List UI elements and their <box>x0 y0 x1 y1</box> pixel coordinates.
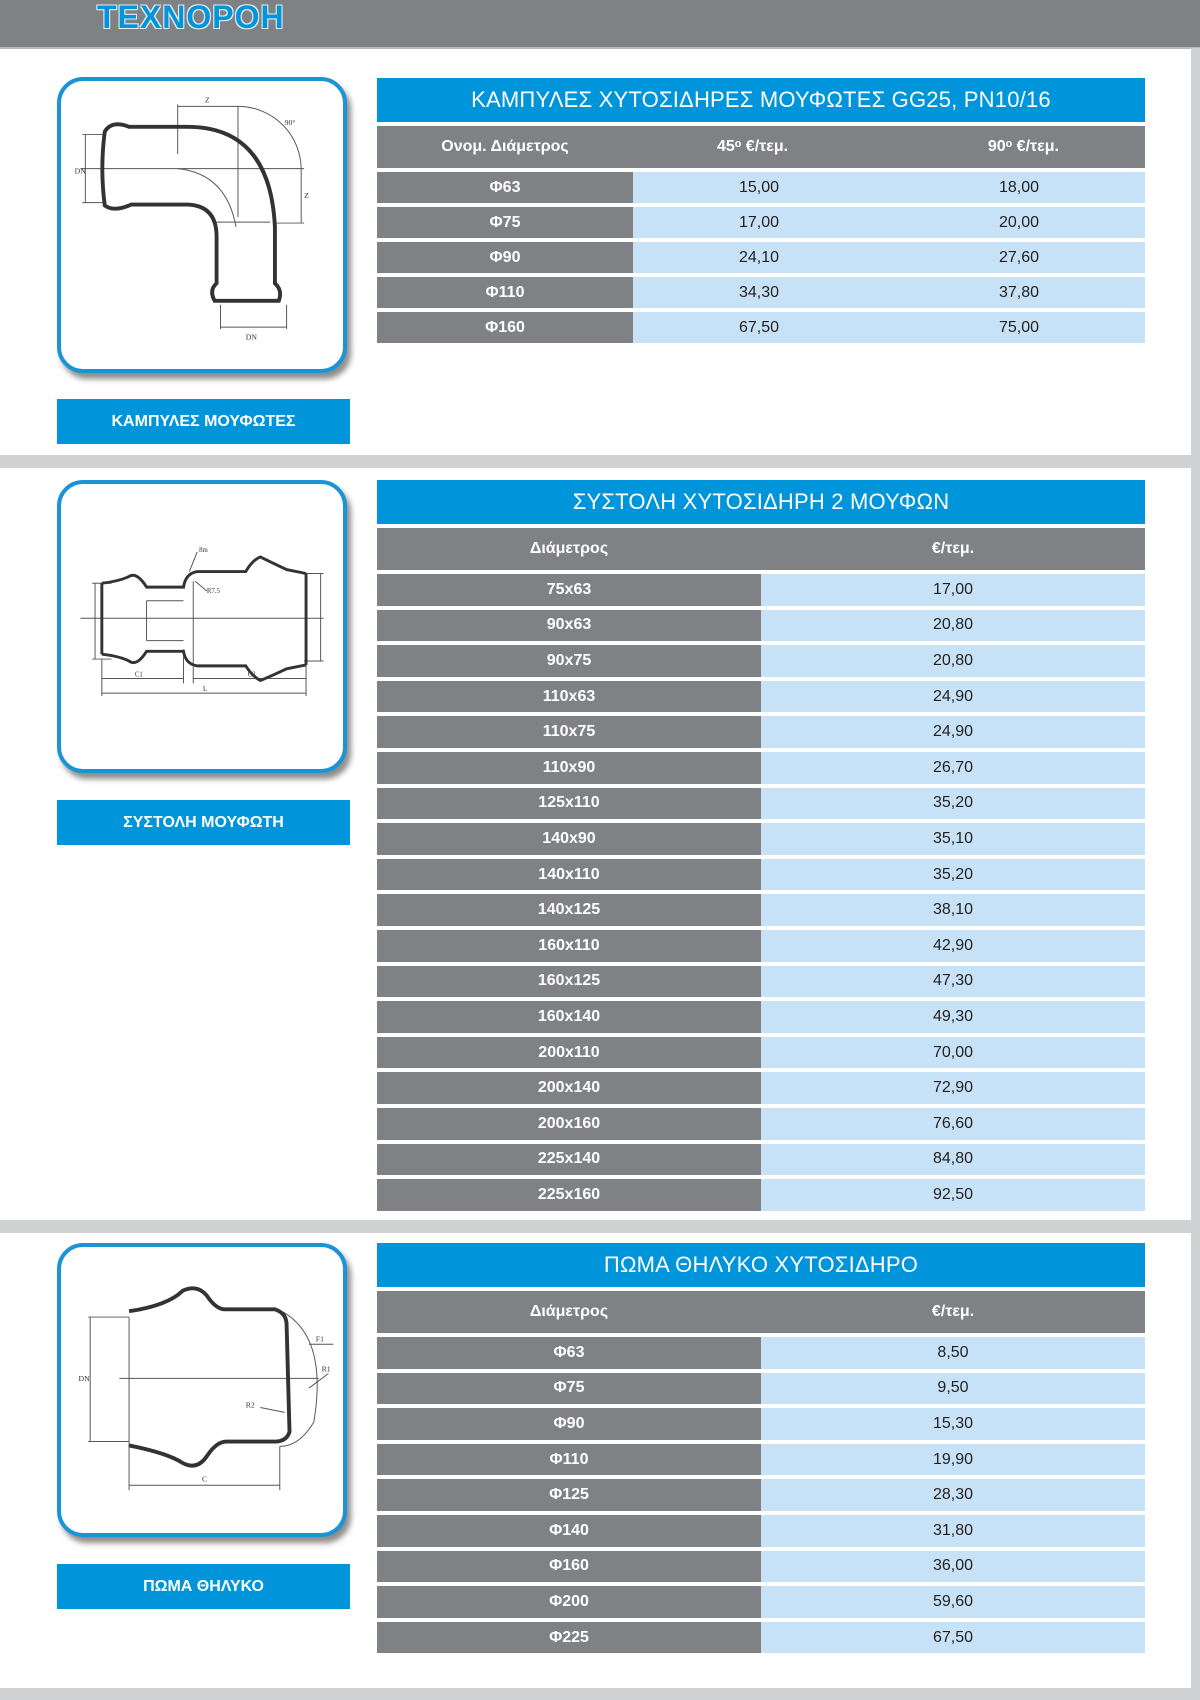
product-image-reducer <box>57 480 347 773</box>
row-size-cell: Φ200 <box>377 1586 761 1618</box>
row-size-cell: 160x110 <box>377 930 761 962</box>
row-price-cell: 28,30 <box>761 1479 1145 1511</box>
cap-drawing-icon <box>61 1247 343 1533</box>
row-size-cell: Φ160 <box>377 312 633 343</box>
section-elbows <box>0 49 1191 455</box>
svg-text:Z: Z <box>304 190 309 200</box>
row-price-cell: 42,90 <box>761 930 1145 962</box>
table-row <box>377 1515 1145 1547</box>
table-row <box>377 1479 1145 1511</box>
column-header-diameter: Διάμετρος <box>529 1303 609 1320</box>
row-size-cell: Φ90 <box>377 242 633 273</box>
caption-elbows: ΚΑΜΠΥΛΕΣ ΜΟΥΦΩΤΕΣ <box>57 399 350 444</box>
table-title: ΠΩΜΑ ΘΗΛΥΚΟ ΧΥΤΟΣΙΔΗΡΟ <box>377 1243 1145 1287</box>
row-size-cell: Φ63 <box>377 172 633 203</box>
svg-text:DN: DN <box>245 332 257 342</box>
row-price-cell: 19,90 <box>761 1444 1145 1476</box>
row-price-cell: 92,50 <box>761 1179 1145 1211</box>
section-caps <box>0 1233 1191 1688</box>
table-row <box>377 788 1145 820</box>
footer-band <box>0 1688 1200 1700</box>
row-size-cell: Φ75 <box>377 207 633 238</box>
table-row <box>377 1108 1145 1140</box>
table-row <box>377 610 1145 642</box>
caption-caps: ΠΩΜΑ ΘΗΛΥΚΟ <box>57 1564 350 1609</box>
row-size-cell: Φ63 <box>377 1337 761 1369</box>
table-row <box>377 1551 1145 1583</box>
row-size-cell: 225x140 <box>377 1144 761 1176</box>
row-price-cell: 9,50 <box>761 1373 1145 1405</box>
row-price-cell: 24,90 <box>761 681 1145 713</box>
table-row <box>377 172 1145 203</box>
row-price-45-cell: 24,10 <box>633 242 889 273</box>
table-row <box>377 645 1145 677</box>
row-price-cell: 72,90 <box>761 1072 1145 1104</box>
row-price-90-cell: 37,80 <box>889 277 1145 308</box>
row-price-cell: 84,80 <box>761 1144 1145 1176</box>
row-size-cell: Φ125 <box>377 1479 761 1511</box>
svg-text:Z: Z <box>204 95 210 105</box>
price-table-reducers <box>377 480 1145 1211</box>
header-bar <box>0 0 1200 49</box>
table-row <box>377 966 1145 998</box>
table-row <box>377 1337 1145 1369</box>
section-separator <box>0 1220 1200 1233</box>
column-header-price-90: 90ᵒ €/τεμ. <box>987 138 1059 155</box>
row-size-cell: 90x63 <box>377 610 761 642</box>
row-size-cell: Φ110 <box>377 277 633 308</box>
row-price-cell: 38,10 <box>761 894 1145 926</box>
table-header-row <box>377 126 1145 168</box>
product-image-cap <box>57 1243 347 1537</box>
row-size-cell: 90x75 <box>377 645 761 677</box>
table-header-row <box>377 1291 1145 1333</box>
table-row <box>377 312 1145 343</box>
row-size-cell: 200x140 <box>377 1072 761 1104</box>
svg-text:8m: 8m <box>199 547 208 555</box>
row-size-cell: 200x110 <box>377 1037 761 1069</box>
row-price-cell: 20,80 <box>761 610 1145 642</box>
row-price-cell: 47,30 <box>761 966 1145 998</box>
row-size-cell: 110x75 <box>377 716 761 748</box>
brand-logo: ΤΕΧΝΟΡΟΗ <box>97 0 285 35</box>
table-row <box>377 1037 1145 1069</box>
svg-text:C: C <box>202 1474 208 1484</box>
row-price-cell: 49,30 <box>761 1001 1145 1033</box>
row-price-cell: 35,20 <box>761 859 1145 891</box>
table-row <box>377 1001 1145 1033</box>
table-row <box>377 277 1145 308</box>
price-table-caps <box>377 1243 1145 1653</box>
row-price-cell: 76,60 <box>761 1108 1145 1140</box>
table-row <box>377 574 1145 606</box>
column-header-diameter: Ονομ. Διάμετρος <box>441 138 569 155</box>
row-price-cell: 15,30 <box>761 1408 1145 1440</box>
svg-text:90°: 90° <box>284 117 296 127</box>
row-size-cell: 140x110 <box>377 859 761 891</box>
row-price-cell: 26,70 <box>761 752 1145 784</box>
row-price-90-cell: 75,00 <box>889 312 1145 343</box>
svg-text:DN: DN <box>74 166 86 176</box>
table-header-row <box>377 528 1145 570</box>
row-price-45-cell: 15,00 <box>633 172 889 203</box>
price-table-elbows <box>377 78 1145 343</box>
column-header-price: €/τεμ. <box>931 1303 975 1320</box>
product-image-elbow <box>57 77 347 373</box>
row-size-cell: Φ225 <box>377 1622 761 1654</box>
table-title: ΣΥΣΤΟΛΗ ΧΥΤΟΣΙΔΗΡΗ 2 ΜΟΥΦΩΝ <box>377 480 1145 524</box>
row-size-cell: 200x160 <box>377 1108 761 1140</box>
svg-text:R2: R2 <box>245 1400 255 1410</box>
row-size-cell: Φ75 <box>377 1373 761 1405</box>
section-separator <box>0 455 1200 468</box>
reducer-drawing-icon <box>61 484 343 769</box>
row-size-cell: 140x125 <box>377 894 761 926</box>
svg-text:R1: R1 <box>321 1364 331 1374</box>
row-size-cell: 110x90 <box>377 752 761 784</box>
svg-text:C2: C2 <box>247 671 256 679</box>
row-size-cell: 110x63 <box>377 681 761 713</box>
table-row <box>377 242 1145 273</box>
table-row <box>377 859 1145 891</box>
table-row <box>377 1622 1145 1654</box>
row-price-cell: 67,50 <box>761 1622 1145 1654</box>
svg-text:F1: F1 <box>315 1334 324 1344</box>
row-price-cell: 35,20 <box>761 788 1145 820</box>
row-price-cell: 36,00 <box>761 1551 1145 1583</box>
row-size-cell: Φ160 <box>377 1551 761 1583</box>
row-price-cell: 59,60 <box>761 1586 1145 1618</box>
row-price-cell: 8,50 <box>761 1337 1145 1369</box>
caption-reducers: ΣΥΣΤΟΛΗ ΜΟΥΦΩΤΗ <box>57 800 350 845</box>
row-size-cell: Φ90 <box>377 1408 761 1440</box>
row-price-cell: 70,00 <box>761 1037 1145 1069</box>
table-row <box>377 1444 1145 1476</box>
table-title: ΚΑΜΠΥΛΕΣ ΧΥΤΟΣΙΔΗΡΕΣ ΜΟΥΦΩΤΕΣ GG25, PN10/16 <box>377 78 1145 122</box>
row-size-cell: Φ110 <box>377 1444 761 1476</box>
table-row <box>377 930 1145 962</box>
column-header-price-45: 45ᵒ €/τεμ. <box>717 138 789 155</box>
svg-text:R7.5: R7.5 <box>206 587 220 595</box>
row-size-cell: 160x140 <box>377 1001 761 1033</box>
table-row <box>377 1586 1145 1618</box>
row-price-cell: 24,90 <box>761 716 1145 748</box>
row-size-cell: 75x63 <box>377 574 761 606</box>
row-price-45-cell: 17,00 <box>633 207 889 238</box>
table-row <box>377 823 1145 855</box>
row-size-cell: 160x125 <box>377 966 761 998</box>
column-header-price: €/τεμ. <box>931 540 975 557</box>
column-header-diameter: Διάμετρος <box>529 540 609 557</box>
svg-text:L: L <box>202 686 208 694</box>
table-row <box>377 1144 1145 1176</box>
row-price-cell: 35,10 <box>761 823 1145 855</box>
svg-text:C1: C1 <box>134 671 143 679</box>
row-price-cell: 17,00 <box>761 574 1145 606</box>
table-row <box>377 207 1145 238</box>
row-price-45-cell: 67,50 <box>633 312 889 343</box>
row-price-45-cell: 34,30 <box>633 277 889 308</box>
table-row <box>377 752 1145 784</box>
row-price-90-cell: 27,60 <box>889 242 1145 273</box>
svg-text:DN: DN <box>78 1374 90 1384</box>
row-size-cell: 140x90 <box>377 823 761 855</box>
table-row <box>377 681 1145 713</box>
elbow-drawing-icon <box>61 81 343 369</box>
right-edge-strip <box>1191 48 1200 1700</box>
row-size-cell: Φ140 <box>377 1515 761 1547</box>
row-size-cell: 125x110 <box>377 788 761 820</box>
row-price-cell: 20,80 <box>761 645 1145 677</box>
table-row <box>377 1072 1145 1104</box>
row-price-cell: 31,80 <box>761 1515 1145 1547</box>
row-size-cell: 225x160 <box>377 1179 761 1211</box>
table-row <box>377 894 1145 926</box>
table-row <box>377 716 1145 748</box>
table-row <box>377 1408 1145 1440</box>
table-row <box>377 1373 1145 1405</box>
row-price-90-cell: 18,00 <box>889 172 1145 203</box>
section-reducers <box>0 468 1191 1220</box>
table-row <box>377 1179 1145 1211</box>
row-price-90-cell: 20,00 <box>889 207 1145 238</box>
